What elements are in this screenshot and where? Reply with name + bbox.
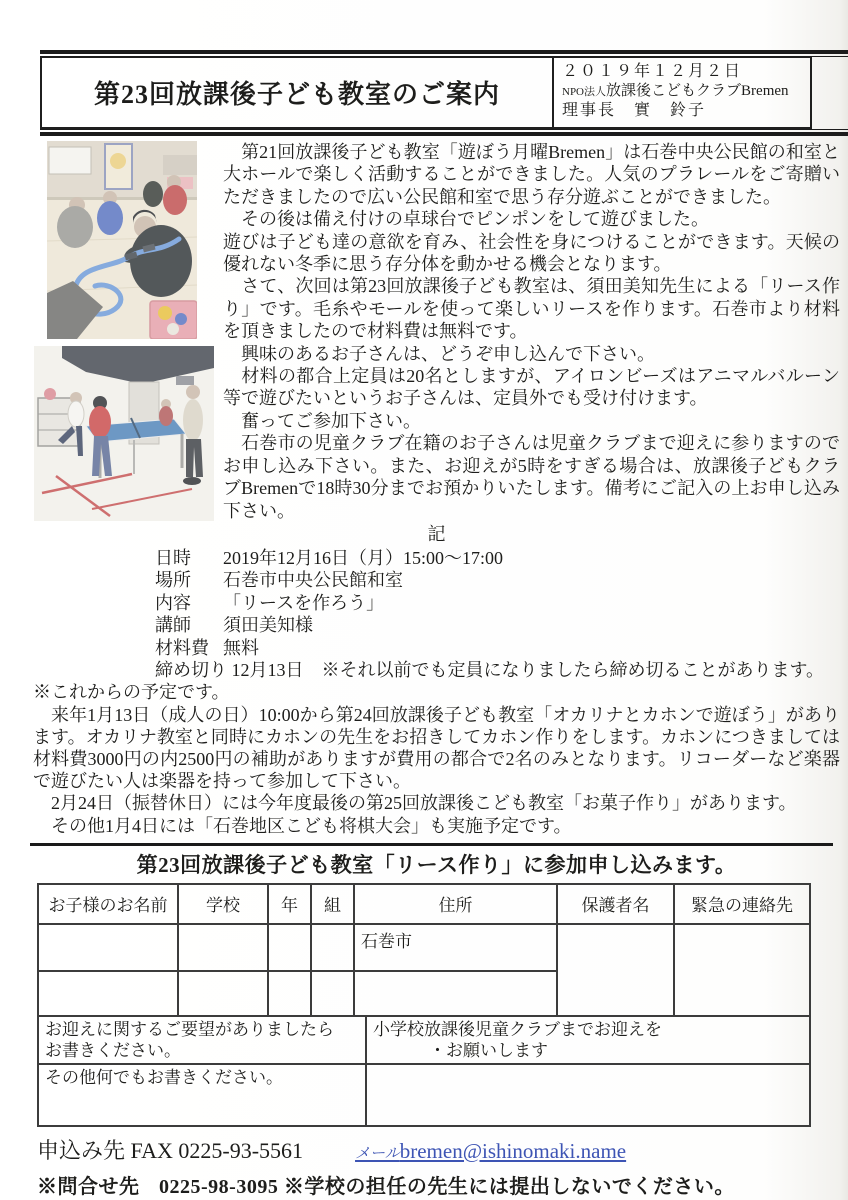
class-cell [311, 971, 354, 1016]
table-tennis-photo [34, 346, 214, 521]
pickup-request-line2: お書きください。 [45, 1040, 181, 1060]
detail-row-fee [155, 637, 840, 659]
class-cell [311, 924, 354, 971]
detail-label: 内容 [155, 592, 191, 613]
application-form-title: 第23回放課後子ども教室「リース作り」に参加申し込みます。 [136, 852, 737, 877]
event-details-list [155, 547, 840, 659]
intro-paragraph-1: 第21回放課後子ども教室「遊ぼう月曜Bremen」は石巻中央公民館の和室と大ホールで楽しく活動することができました。人気のプラレールをご寄贈いただきましたので広い公民館和室で思う存分遊ぶことができました。 [223, 142, 840, 207]
header-bottom-rule [40, 129, 848, 136]
issue-date: ２０１９年１２月２日 [562, 63, 743, 80]
column-header-grade: 年 [268, 884, 311, 924]
column-header-school: 学校 [178, 884, 268, 924]
deadline-line: 締め切り 12月13日 ※それ以前でも定員になりましたら締め切ることがあります。 [155, 659, 825, 680]
detail-label: 材料費 [155, 637, 209, 658]
column-header-class: 組 [311, 884, 354, 924]
school-cell [178, 971, 268, 1016]
email-link[interactable] [355, 1138, 626, 1164]
upcoming-schedule [33, 681, 840, 836]
address-cell [354, 971, 557, 1016]
submission-warning: ※学校の担任の先生には提出しないでください。 [283, 1175, 735, 1198]
footer [37, 1134, 840, 1199]
ki-heading: 記 [427, 523, 446, 544]
representative-name: 理事長 實 鈴子 [562, 101, 707, 119]
grade-cell [268, 971, 311, 1016]
pickup-request-cell [38, 1016, 366, 1064]
detail-value: 「リースを作ろう」 [223, 592, 385, 613]
detail-row-datetime [155, 547, 840, 569]
detail-label: 場所 [155, 570, 191, 591]
schedule-paragraph-3: その他1月4日には「石巻地区こども将棋大会」も実施予定です。 [33, 815, 572, 836]
detail-value: 無料 [223, 637, 259, 658]
header-box [40, 57, 812, 129]
organization-name [562, 82, 804, 101]
column-header-guardian: 保護者名 [557, 884, 674, 924]
detail-value: 石巻市中央公民館和室 [223, 570, 403, 591]
inquiry-phone-number: 0225-98-3095 [159, 1175, 279, 1198]
form-notes-table [37, 1015, 811, 1127]
fax-contact: 申込み先 FAX 0225-93-5561 [37, 1137, 304, 1163]
pickup-paragraph: 石巻市の児童クラブ在籍のお子さんは児童クラブまで迎えに参りますのでお申し込み下さい。また、お迎えが5時をすぎる場合は、放課後子どもクラブBremenで18時30分までお預かりいたします。備考にご記入の上お申し込み下さい。 [223, 433, 840, 521]
detail-label: 講師 [155, 615, 191, 636]
pickup-request-row [38, 1016, 810, 1064]
child-name-cell [38, 971, 178, 1016]
intro-paragraph-3: 遊びは子ども達の意欲を育み、社会性を身につけることができます。天候の優れない冬季に思う存分体を動かせる機会となります。 [223, 231, 840, 275]
page-title: 第23回放課後子ども教室のご案内 [93, 80, 500, 109]
other-notes-entry-cell [366, 1064, 810, 1126]
column-header-child-name: お子様のお名前 [38, 884, 178, 924]
photo-column [33, 141, 223, 521]
grade-cell [268, 924, 311, 971]
schedule-paragraph-1: 来年1月13日（成人の日）10:00から第24回放課後子ども教室「オカリナとカホンで遊ぼう」があります。オカリナ教室と同時にカホンの先生をお招きしてカホン作りをします。カホンにつきましては材料費3000円の内2500円の補助がありますが費用の都合で2名のみとなります。リコーダーなど楽器で遊びたい人は楽器を持って参加して下さい。 [33, 704, 840, 792]
detail-value: 2019年12月16日（月）15:00～17:00 [223, 547, 504, 568]
email-label: メール [355, 1145, 400, 1162]
intro-paragraph-2: その後は備え付けの卓球台でピンポンをして遊びました。 [223, 209, 709, 230]
column-header-address: 住所 [354, 884, 557, 924]
event-paragraph-3: 材料の都合上定員は20名としますが、アイロンビーズはアニマルバルーン等で遊びたいというお子さんは、定員外でも受け付けます。 [223, 366, 840, 409]
schedule-heading: ※これからの予定です。 [33, 682, 230, 703]
header-top-rule [40, 50, 848, 57]
plarail-playroom-photo [47, 141, 197, 339]
column-header-emergency: 緊急の連絡先 [674, 884, 810, 924]
event-paragraph-4: 奮ってご参加下さい。 [223, 410, 421, 431]
child-name-cell [38, 924, 178, 971]
form-separator-rule [30, 843, 833, 846]
detail-row-teacher [155, 614, 840, 636]
event-paragraph-2: 興味のあるお子さんは、どうぞ申し込んで下さい。 [223, 343, 655, 364]
guardian-cell [557, 924, 674, 1016]
detail-label: 日時 [155, 547, 191, 568]
other-notes-label-cell: その他何でもお書きください。 [38, 1064, 366, 1126]
pickup-option-line2: ・お願いします [429, 1040, 548, 1060]
application-form-table [37, 883, 811, 1017]
school-cell [178, 924, 268, 971]
org-main: 放課後こどもクラブ [606, 83, 742, 99]
address-cell: 石巻市 [354, 924, 557, 971]
form-header-row [38, 884, 810, 924]
pickup-request-line1: お迎えに関するご要望がありましたら [45, 1019, 334, 1039]
emergency-contact-cell [674, 924, 810, 1016]
detail-row-place [155, 569, 840, 591]
detail-value: 須田美知様 [223, 615, 313, 636]
other-notes-row [38, 1064, 810, 1126]
schedule-paragraph-2: 2月24日（振替休日）には今年度最後の第25回放課後こども教室「お菓子作り」があります。 [33, 793, 797, 814]
detail-row-content [155, 592, 840, 614]
form-entry-row [38, 924, 810, 971]
header-issuer-block [552, 58, 810, 127]
org-en: Bremen [741, 83, 789, 99]
pickup-option-line1: 小学校放課後児童クラブまでお迎えを [373, 1019, 662, 1039]
inquiry-label: ※問合せ先 [37, 1175, 140, 1198]
pickup-option-cell [366, 1016, 810, 1064]
org-prefix: NPO法人 [562, 86, 607, 98]
event-paragraph-1: さて、次回は第23回放課後子ども教室は、須田美知先生による「リース作り」です。毛糸やモールを使って楽しいリースを作ります。石巻市より材料を頂きましたので材料費は無料です。 [223, 276, 840, 342]
email-address: bremen@ishinomaki.name [399, 1138, 627, 1163]
